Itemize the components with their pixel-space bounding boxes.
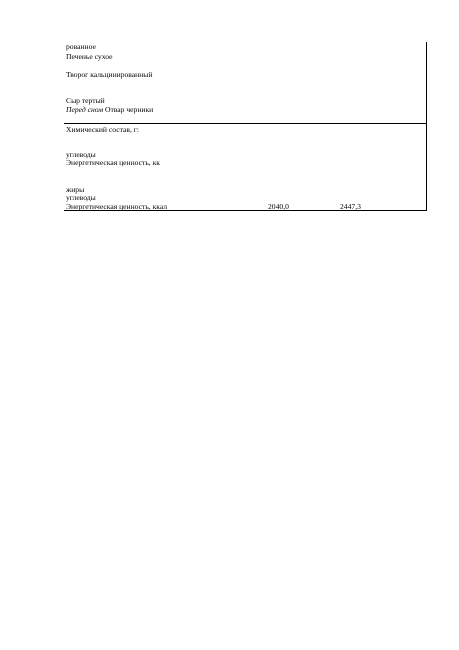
energy-value-1: 2040,0 (268, 202, 289, 211)
energy-label: Энергетическая ценность, ккал (66, 202, 168, 211)
energy-value-2: 2447,3 (340, 202, 361, 211)
food-item-text: Печенье сухое (66, 52, 113, 61)
food-item-text: Сыр тертый (66, 96, 105, 105)
composition-heading: Химический состав, г: (66, 125, 139, 134)
composition-item: жиры (66, 185, 85, 194)
meal-line (66, 105, 153, 114)
food-item-text: рованное (66, 42, 96, 51)
food-item-text: Творог кальцинированный (66, 70, 153, 79)
composition-item: углеводы (66, 150, 96, 159)
table-row-divider (64, 123, 427, 124)
meal-time-label: Перед сном (66, 105, 104, 114)
composition-item: Энергетическая ценность, кк (66, 158, 160, 167)
table-right-border (426, 42, 427, 210)
composition-item: углеводы (66, 193, 96, 202)
food-item-text: Отвар черники (103, 105, 154, 114)
